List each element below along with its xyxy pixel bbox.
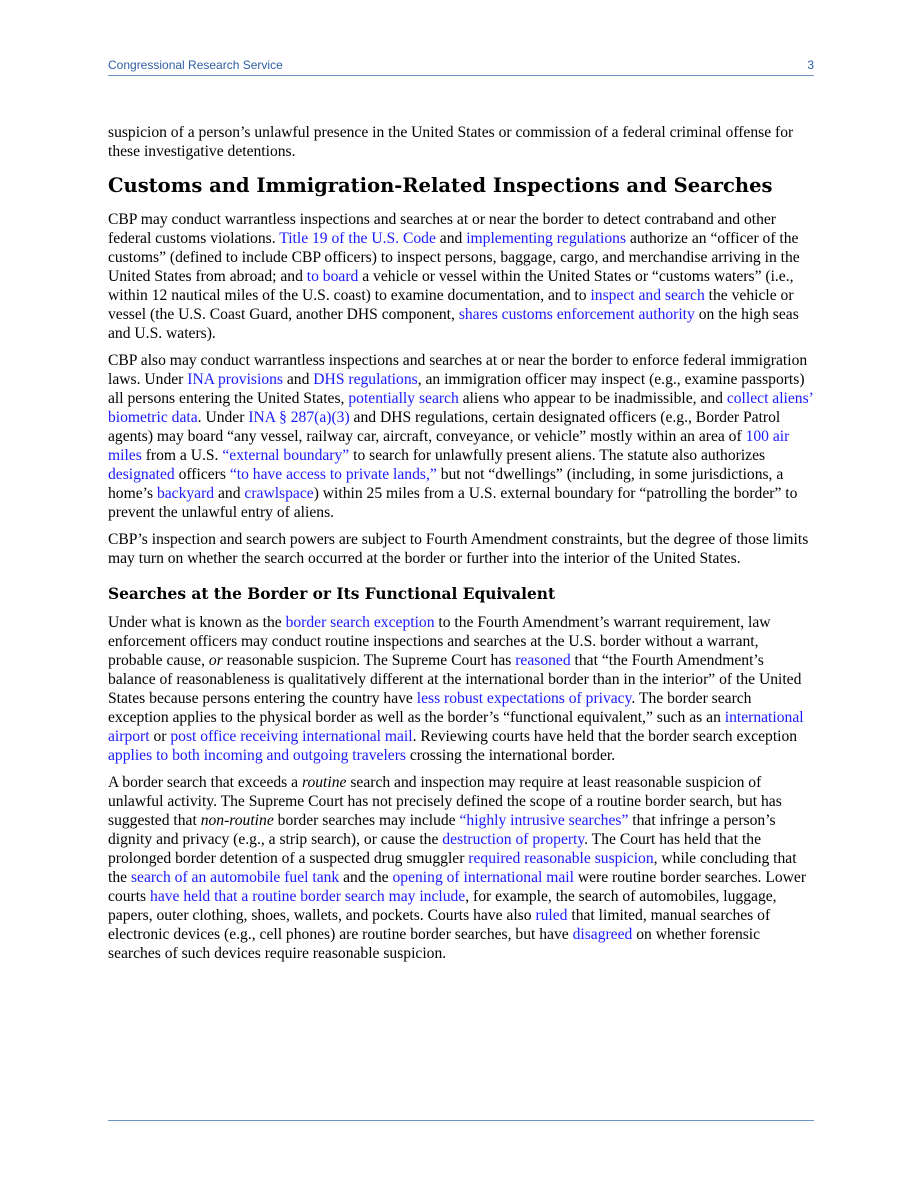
link-implementing-regulations[interactable]: implementing regulations <box>466 230 627 247</box>
header-rule <box>108 75 814 76</box>
text: suspicion of a person’s unlawful presence in the United States or commission of a federal criminal offense for these investigative detentions. <box>108 124 794 160</box>
link-destruction-of-property[interactable]: destruction of property <box>442 831 585 848</box>
text: a vehicle or vessel within the United States or “customs waters” (i.e., within 12 nautical miles of the U.S. coast) to examine documentation, and to <box>108 268 794 304</box>
text: A border search that exceeds a <box>108 774 302 791</box>
link-100-air-miles[interactable]: 100 air miles <box>108 428 790 464</box>
link-ina-287[interactable]: INA § 287(a)(3) <box>248 409 350 426</box>
text: Under what is known as the <box>108 614 286 631</box>
text: and the <box>339 869 393 886</box>
emphasis: or <box>208 652 223 669</box>
link-disagreed[interactable]: disagreed <box>572 926 633 943</box>
page-header <box>108 58 814 74</box>
text: CBP may conduct warrantless inspections and searches at or near the border to detect contraband and other federal customs violations. <box>108 211 776 247</box>
footer-rule <box>108 1120 814 1121</box>
paragraph-non-routine-searches <box>108 773 814 963</box>
text: to the Fourth Amendment’s warrant requirement, law enforcement officers may conduct routine inspections and searches at the U.S. border without a warrant, probable cause, <box>108 614 771 669</box>
link-crawlspace[interactable]: crawlspace <box>244 485 314 502</box>
text: that “the Fourth Amendment’s balance of reasonableness is qualitatively different at the international border than in the interior” of the United States because persons entering the country have <box>108 652 802 707</box>
paragraph-customs <box>108 210 814 343</box>
text: , for example, the search of automobiles, luggage, papers, outer clothing, shoes, wallets, and pockets. Courts have also <box>108 888 777 924</box>
link-dhs-regulations[interactable]: DHS regulations <box>313 371 418 388</box>
link-international-airport[interactable]: international airport <box>108 709 804 745</box>
paragraph-immigration <box>108 351 814 522</box>
paragraph-fourth-amendment <box>108 530 814 568</box>
section-heading-border-searches: Searches at the Border or Its Functional Equivalent <box>108 585 556 603</box>
text: on whether forensic searches of such devices require reasonable suspicion. <box>108 926 761 962</box>
text: aliens who appear to be inadmissible, and <box>458 390 727 407</box>
text: and DHS regulations, certain designated officers (e.g., Border Patrol agents) may board “any vessel, railway car, aircraft, conveyance, or vehicle” mostly within an area of <box>108 409 781 445</box>
text: . Under <box>197 409 249 426</box>
link-shares-customs-authority[interactable]: shares customs enforcement authority <box>458 306 695 323</box>
text: , while concluding that the <box>108 850 797 886</box>
text: and <box>214 485 245 502</box>
paragraph-continued <box>108 123 814 161</box>
text: authorize an “officer of the customs” (defined to include CBP officers) to inspect persons, baggage, cargo, and merchandise arriving in the United States from abroad; and <box>108 230 800 285</box>
link-backyard[interactable]: backyard <box>156 485 215 502</box>
text: that limited, manual searches of electronic devices (e.g., cell phones) are routine border searches, but have <box>108 907 771 943</box>
text: and <box>282 371 314 388</box>
text: ) within 25 miles from a U.S. external boundary for “patrolling the border” to prevent the unlawful entry of aliens. <box>108 485 798 521</box>
link-highly-intrusive[interactable]: “highly intrusive searches” <box>459 812 629 829</box>
text: from a U.S. <box>141 447 223 464</box>
link-external-boundary[interactable]: “external boundary” <box>222 447 350 464</box>
text: search and inspection may require at least reasonable suspicion of unlawful activity. The Supreme Court has not precisely defined the scope of a routine border search, but has suggested that <box>108 774 782 829</box>
link-routine-border-search[interactable]: have held that a routine border search may include <box>150 888 466 905</box>
link-title-19[interactable]: Title 19 of the U.S. Code <box>279 230 436 247</box>
text: . The Court has held that the prolonged border detention of a suspected drug smuggler <box>108 831 762 867</box>
document-body <box>108 123 814 971</box>
link-designated[interactable]: designated <box>108 466 175 483</box>
text: to search for unlawfully present aliens. The statute also authorizes <box>349 447 766 464</box>
emphasis: routine <box>301 774 347 791</box>
link-required-reasonable-suspicion[interactable]: required reasonable suspicion <box>468 850 654 867</box>
link-potentially-search[interactable]: potentially search <box>348 390 459 407</box>
link-international-mail[interactable]: opening of international mail <box>392 869 574 886</box>
link-expectations-of-privacy[interactable]: less robust expectations of privacy <box>416 690 632 707</box>
text: CBP also may conduct warrantless inspections and searches at or near the border to enforce federal immigration laws. Under <box>108 352 808 388</box>
text: the vehicle or vessel (the U.S. Coast Guard, another DHS component, <box>108 287 794 323</box>
text: officers <box>174 466 230 483</box>
link-to-board[interactable]: to board <box>306 268 359 285</box>
link-fuel-tank[interactable]: search of an automobile fuel tank <box>130 869 340 886</box>
text: reasonable suspicion. The Supreme Court has <box>222 652 516 669</box>
text: CBP’s inspection and search powers are subject to Fourth Amendment constraints, but the degree of those limits may turn on whether the search occurred at the border or further into the interior of the United States. <box>108 531 809 567</box>
link-ina-provisions[interactable]: INA provisions <box>187 371 283 388</box>
paragraph-border-search-exception <box>108 613 814 765</box>
text: . The border search exception applies to the physical border as well as the border’s “functional equivalent,” such as an <box>108 690 752 726</box>
text: were routine border searches. Lower courts <box>108 869 807 905</box>
text: . Reviewing courts have held that the border search exception <box>412 728 798 745</box>
text: that infringe a person’s dignity and privacy (e.g., a strip search), or cause the <box>108 812 776 848</box>
link-incoming-outgoing[interactable]: applies to both incoming and outgoing travelers <box>108 747 406 764</box>
link-private-lands[interactable]: “to have access to private lands,” <box>229 466 437 483</box>
header-org-name: Congressional Research Service <box>108 58 283 72</box>
text: , an immigration officer may inspect (e.g., examine passports) all persons entering the United States, <box>108 371 805 407</box>
text: border searches may include <box>273 812 460 829</box>
text: on the high seas and U.S. waters). <box>108 306 799 342</box>
link-post-office[interactable]: post office receiving international mail <box>170 728 413 745</box>
link-border-search-exception[interactable]: border search exception <box>285 614 435 631</box>
text: or <box>149 728 171 745</box>
text: and <box>435 230 467 247</box>
text: crossing the international border. <box>405 747 616 764</box>
text: but not “dwellings” (including, in some jurisdictions, a home’s <box>108 466 784 502</box>
emphasis: non-routine <box>200 812 274 829</box>
section-heading-customs: Customs and Immigration-Related Inspections and Searches <box>108 174 773 197</box>
link-inspect-and-search[interactable]: inspect and search <box>590 287 705 304</box>
link-biometric-data[interactable]: collect aliens’ biometric data <box>108 390 813 426</box>
link-reasoned[interactable]: reasoned <box>515 652 571 669</box>
link-ruled[interactable]: ruled <box>535 907 568 924</box>
page-number: 3 <box>807 58 814 72</box>
